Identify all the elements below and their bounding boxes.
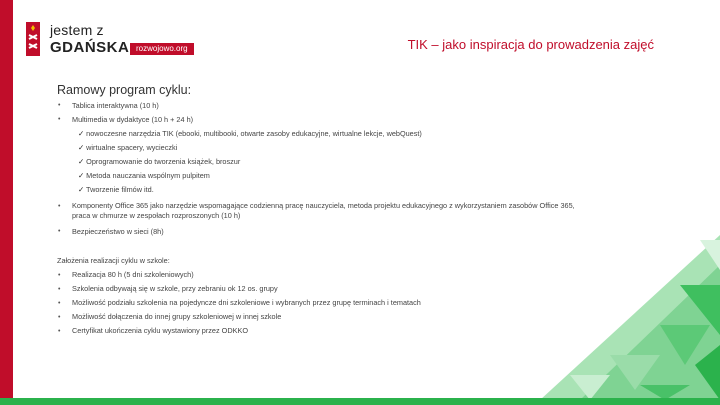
section2-heading: Założenia realizacji cyklu w szkole: (57, 256, 170, 265)
check-icon: ✓ (78, 157, 85, 166)
check-icon: ✓ (78, 129, 85, 138)
list-item: Multimedia w dydaktyce (10 h + 24 h) (72, 115, 194, 124)
check-icon: ✓ (78, 143, 85, 152)
logo (26, 22, 186, 58)
logo-badge: rozwojowo.org (130, 43, 194, 55)
logo-line1: jestem z (50, 22, 104, 38)
list-item: Certyfikat ukończenia cyklu wystawiony przez ODKKO (72, 326, 248, 335)
check-icon: ✓ (78, 185, 85, 194)
bullet: • (58, 203, 61, 210)
sub-list-item: ✓ wirtualne spacery, wycieczki (78, 143, 178, 152)
sub-list-item: ✓ nowoczesne narzędzia TIK (ebooki, multibooki, otwarte zasoby edukacyjne, wirtualne lekcje, webQuest) (78, 129, 422, 138)
list-item: Realizacja 80 h (5 dni szkoleniowych) (72, 270, 194, 279)
list-item: Bezpieczeństwo w sieci (8h) (72, 227, 164, 236)
green-triangle-pattern (460, 225, 720, 400)
sub-list-item: ✓ Metoda nauczania wspólnym pulpitem (78, 171, 210, 180)
list-item: Komponenty Office 365 jako narzędzie wspomagające codzienną pracę nauczyciela, metoda projektu edukacyjnego z wykorzystaniem zasobów Office 365, (72, 201, 575, 210)
bullet: • (58, 116, 61, 123)
bullet: • (58, 328, 61, 335)
bullet: • (58, 300, 61, 307)
bottom-green-bar (0, 398, 720, 405)
logo-line2: GDAŃSKA (50, 39, 130, 56)
page-title: TIK – jako inspiracja do prowadzenia zajęć (407, 37, 654, 52)
list-item: Tablica interaktywna (10 h) (72, 101, 159, 110)
gdansk-crest-icon (26, 22, 40, 56)
list-item-continuation: praca w chmurze w zespołach rozproszonych (10 h) (72, 211, 241, 220)
bullet: • (58, 228, 61, 235)
bullet: • (58, 314, 61, 321)
list-item: Szkolenia odbywają się w szkole, przy zebraniu ok 12 os. grupy (72, 284, 278, 293)
list-item: Możliwość podziału szkolenia na pojedyncze dni szkoleniowe i wybranych przez grupę terminach i tematach (72, 298, 421, 307)
sub-list-item: ✓ Tworzenie filmów itd. (78, 185, 154, 194)
list-item: Możliwość dołączenia do innej grupy szkoleniowej w innej szkole (72, 312, 282, 321)
bullet: • (58, 102, 61, 109)
bullet: • (58, 286, 61, 293)
section1-heading: Ramowy program cyklu: (57, 83, 192, 97)
left-red-bar (0, 0, 13, 405)
check-icon: ✓ (78, 171, 85, 180)
bullet: • (58, 272, 61, 279)
sub-list-item: ✓ Oprogramowanie do tworzenia książek, broszur (78, 157, 241, 166)
